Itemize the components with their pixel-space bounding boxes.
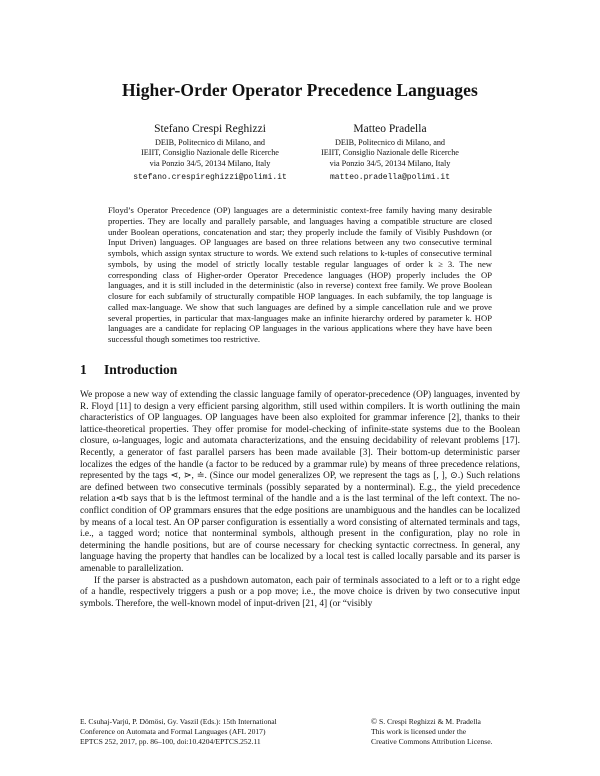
footer-line: EPTCS 252, 2017, pp. 86–100, doi:10.4204/EPTCS.252.11 xyxy=(80,736,261,746)
footer-line xyxy=(371,717,541,727)
author-block-2 xyxy=(290,123,490,182)
abstract-text: Floyd’s Operator Precedence (OP) languages are a deterministic context-free family having many desirable properties. They are locally and parallely parsable, and languages having a compatible structure are closed under Boolean operations, concatenation and star; they properly include the family of Visibly Pushdown (or Input Driven) languages. OP languages are based on three relations between any two consecutive terminal symbols, which assign syntax structure to words. We extend such relations to k-tuples of consecutive terminal symbols, by using the model of strictly locally testable regular languages of order k ≥ 3. The new corresponding class of Higher-order Operator Precedence languages (HOP) properly includes the OP languages, and it is still included in the deterministic (also in reverse) context free family. We prove Boolean closure for each subfamily of structurally compatible HOP languages. In each subfamily, the top language is called max-language. We show that such languages are defined by a simple cancellation rule and we prove several properties, in particular that max-languages make an infinite hierarchy ordered by parameter k. HOP languages are a candidate for replacing OP languages in the various applications where they have have been successful though sometimes too restrictive. xyxy=(108,205,492,344)
author-affiliation-line: IEIIT, Consiglio Nazionale delle Ricerche xyxy=(321,148,459,158)
section-heading xyxy=(80,362,177,378)
author-email[interactable]: matteo.pradella@polimi.it xyxy=(329,173,451,183)
paper-title: Higher-Order Operator Precedence Languages xyxy=(122,80,478,100)
section-title: Introduction xyxy=(104,362,178,377)
abstract xyxy=(108,205,492,345)
footer-line: Conference on Automata and Formal Languages (AFL 2017) xyxy=(80,726,266,736)
license-footer xyxy=(371,717,541,747)
author-affiliation-line: IEIIT, Consiglio Nazionale delle Ricerche xyxy=(141,148,279,158)
copyright-holders: S. Crespi Reghizzi & M. Pradella xyxy=(378,717,481,726)
footer-line: This work is licensed under the xyxy=(371,726,467,736)
copyright-icon: © xyxy=(371,717,378,726)
section-body xyxy=(80,390,520,610)
footer-line: E. Csuhaj-Varjú, P. Dömösi, Gy. Vaszil (Eds.): 15th International xyxy=(80,717,277,726)
citation-footer xyxy=(80,717,350,747)
author-block-1 xyxy=(110,123,310,182)
section-number: 1 xyxy=(80,362,87,377)
body-paragraph: We propose a new way of extending the classic language family of operator-precedence (OP) languages, invented by R. Floyd [11] to design a very efficient parsing algorithm, still used within compilers. It is worth outlining the main characteristics of OP languages. OP languages have been also exploited for grammar inference [2], thanks to their lattice-theoretical properties. They offer promise for model-checking of infinite-state systems due to the Boolean closure, ω-languages, logic and automata characterizations, and the ensuing decidability of relevant problems [17]. Recently, a generator of fast parallel parsers has been made available [3]. Their bottom-up deterministic parser localizes the edges of the handle (a factor to be reduced by a grammar rule) by means of three precedence relations, represented by the tags ⋖, ⋗, ≐. (Since our model generalizes OP, we represent the tags as [, ], ⊙.) Such relations are defined between two consecutive terminals (possibly separated by a nonterminal). E.g., the yield precedence relation a⋖b says that b is the leftmost terminal of the handle and a is the last terminal of the left context. The no-conflict condition of OP grammars ensures that the edge positions are unambiguous and the handles can be localized by means of a local test. An OP parser configuration is essentially a word consisting of alternated terminals and tags, i.e., a tagged word; notice that nonterminal symbols, although present in the configuration, play no role in determining the handle positions, but are of course necessary for checking syntactic correctness. In general, any language having the property that handles can be localized by a local test is called locally parsable and its parser is amenable to parallelization. xyxy=(80,390,520,574)
author-email[interactable]: stefano.crespireghizzi@polimi.it xyxy=(133,173,287,183)
license-link[interactable]: Creative Commons Attribution License. xyxy=(371,736,493,746)
author-name: Matteo Pradella xyxy=(353,123,427,135)
author-affiliation-line: DEIB, Politecnico di Milano, and xyxy=(334,138,446,147)
author-name: Stefano Crespi Reghizzi xyxy=(154,123,266,135)
author-affiliation-line: via Ponzio 34/5, 20134 Milano, Italy xyxy=(329,158,451,168)
author-affiliation-line: DEIB, Politecnico di Milano, and xyxy=(154,138,266,147)
body-paragraph: If the parser is abstracted as a pushdown automaton, each pair of terminals associated to a left or to a right edge of a handle, respectively triggers a push or a pop move; i.e., the move choice is driven by two consecutive input symbols. Therefore, the well-known model of input-driven [21, 4] (or “visibly xyxy=(80,575,520,609)
author-affiliation-line: via Ponzio 34/5, 20134 Milano, Italy xyxy=(149,158,271,168)
